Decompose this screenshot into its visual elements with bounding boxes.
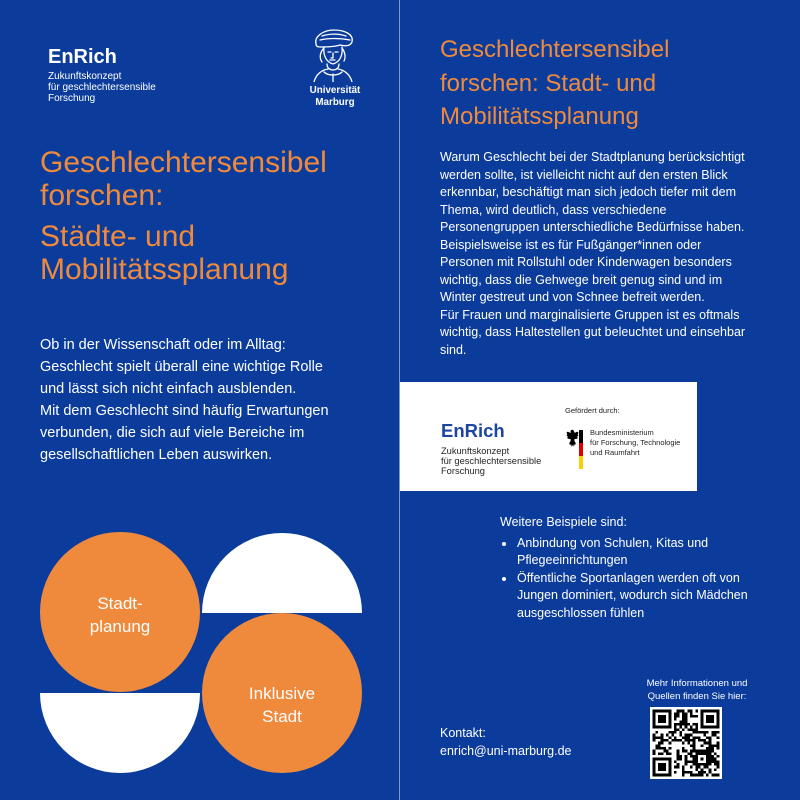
brand-tagline-line: Forschung <box>48 93 96 104</box>
circle-label <box>90 592 151 638</box>
left-title-part2 <box>40 220 288 286</box>
ministry-name <box>590 428 680 458</box>
sponsor-tagline-line: Forschung <box>441 466 485 476</box>
brand-tagline <box>48 71 156 104</box>
list-item-line: Jungen dominiert, wodurch sich Mädchen <box>517 588 748 602</box>
body-line: Winter gestreut und von Schnee befreit werden. <box>440 290 705 304</box>
brand-tagline-line: Zukunftskonzept <box>48 71 122 82</box>
german-flag-bar <box>579 430 583 469</box>
flag-stripe-gold <box>579 456 583 469</box>
right-title-line: Mobilitätssplanung <box>440 103 639 130</box>
body-line: Für Frauen und marginalisierte Gruppen ist es oftmals <box>440 307 740 322</box>
bullet-icon <box>502 577 506 581</box>
circle-label-line: Inklusive <box>248 684 316 703</box>
university-seal-icon <box>310 28 356 82</box>
intro-line: und lässt sich nicht einfach ausblenden. <box>40 381 297 397</box>
brand-name: EnRich <box>48 46 117 68</box>
circle-inklusive-stadt <box>202 613 362 773</box>
ministry-line: für Forschung, Technologie <box>590 438 681 447</box>
right-title <box>440 33 669 134</box>
intro-line: Geschlecht spielt überall eine wichtige Rolle <box>40 359 323 375</box>
sponsor-tagline-line: Zukunftskonzept <box>441 446 510 456</box>
funded-by-label: Gefördert durch: <box>565 406 620 415</box>
contact-label: Kontakt: <box>440 726 486 740</box>
examples-section <box>500 514 748 622</box>
bullet-icon <box>502 542 506 546</box>
intro-paragraph <box>40 334 329 466</box>
qr-code-icon <box>650 707 722 779</box>
examples-heading: Weitere Beispiele sind: <box>500 515 627 529</box>
enrich-logo <box>48 45 156 104</box>
list-item-line: Öffentliche Sportanlagen werden oft von <box>517 570 740 585</box>
right-body-paragraph <box>440 149 745 359</box>
examples-list <box>500 535 748 623</box>
left-title-line: Städte- und <box>40 220 196 253</box>
list-item <box>500 570 748 623</box>
sponsor-box <box>400 382 697 491</box>
ministry-line: und Raumfahrt <box>590 448 640 457</box>
body-line: wichtig, dass Haltestellen gut beleuchtet und einsehbar <box>440 325 746 339</box>
circle-stadtplanung <box>40 532 200 692</box>
university-logo <box>300 28 370 108</box>
body-line: werden sollte, ist vielleicht nicht auf den ersten Blick <box>440 167 728 182</box>
more-info-line: Mehr Informationen und <box>646 678 748 689</box>
circle-label <box>249 682 315 728</box>
body-line: Warum Geschlecht bei der Stadtplanung berücksichtigt <box>440 150 745 164</box>
left-title-line: Geschlechtersensibel <box>40 146 327 179</box>
intro-line: gesellschaftlichen Leben auswirken. <box>40 447 273 463</box>
left-title-line: forschen: <box>40 179 164 212</box>
contact-email: enrich@uni-marburg.de <box>440 744 572 758</box>
right-title-line: forschen: Stadt- und <box>440 69 657 97</box>
body-line: Personengruppen unterschiedliche Bedürfnisse haben. <box>440 220 745 234</box>
university-name-line: Universität <box>309 85 361 96</box>
list-item-line: ausgeschlossen fühlen <box>517 605 645 620</box>
circle-label-line: Stadt- <box>97 594 143 613</box>
university-name-line: Marburg <box>315 96 355 108</box>
sponsor-brand-name: EnRich <box>441 420 505 441</box>
contact-block <box>440 724 572 760</box>
federal-eagle-icon <box>566 428 579 450</box>
intro-line: Ob in der Wissenschaft oder im Alltag: <box>40 337 286 353</box>
brand-tagline-line: für geschlechtersensible <box>48 82 156 93</box>
more-info-caption <box>622 677 772 703</box>
list-item-line: Pflegeeinrichtungen <box>517 553 628 567</box>
circle-label-line: planung <box>89 617 151 636</box>
flag-stripe-red <box>579 443 583 456</box>
flag-stripe-black <box>579 430 583 443</box>
intro-line: verbunden, die sich auf viele Bereiche im <box>40 425 305 441</box>
sponsor-tagline-line: für geschlechtersensible <box>441 456 542 466</box>
body-line: wichtig, dass die Gehwege breit genug sind und im <box>440 272 723 287</box>
list-item <box>500 535 748 570</box>
list-item-line: Anbindung von Schulen, Kitas und <box>517 535 709 550</box>
white-half-circle-top <box>202 533 362 613</box>
body-line: Beispielsweise ist es für Fußgänger*innen oder <box>440 237 702 252</box>
ministry-line: Bundesministerium <box>590 428 654 437</box>
body-line: erkennbar, beschäftigt man sich jedoch tiefer mit dem <box>440 185 736 199</box>
intro-line: Mit dem Geschlecht sind häufig Erwartungen <box>40 403 329 419</box>
white-half-circle-bottom <box>40 693 200 773</box>
body-line: sind. <box>440 342 467 357</box>
body-line: Thema, wird deutlich, dass verschiedene <box>440 202 667 217</box>
circle-label-line: Stadt <box>262 707 302 726</box>
sponsor-brand-tagline <box>441 446 541 476</box>
body-line: Personen mit Rollstuhl oder Kinderwagen besonders <box>440 255 732 269</box>
right-title-line: Geschlechtersensibel <box>440 36 670 63</box>
more-info-line: Quellen finden Sie hier: <box>647 691 747 702</box>
left-title-part1 <box>40 146 327 212</box>
left-title-line: Mobilitätssplanung <box>40 253 289 286</box>
university-name <box>300 85 370 108</box>
